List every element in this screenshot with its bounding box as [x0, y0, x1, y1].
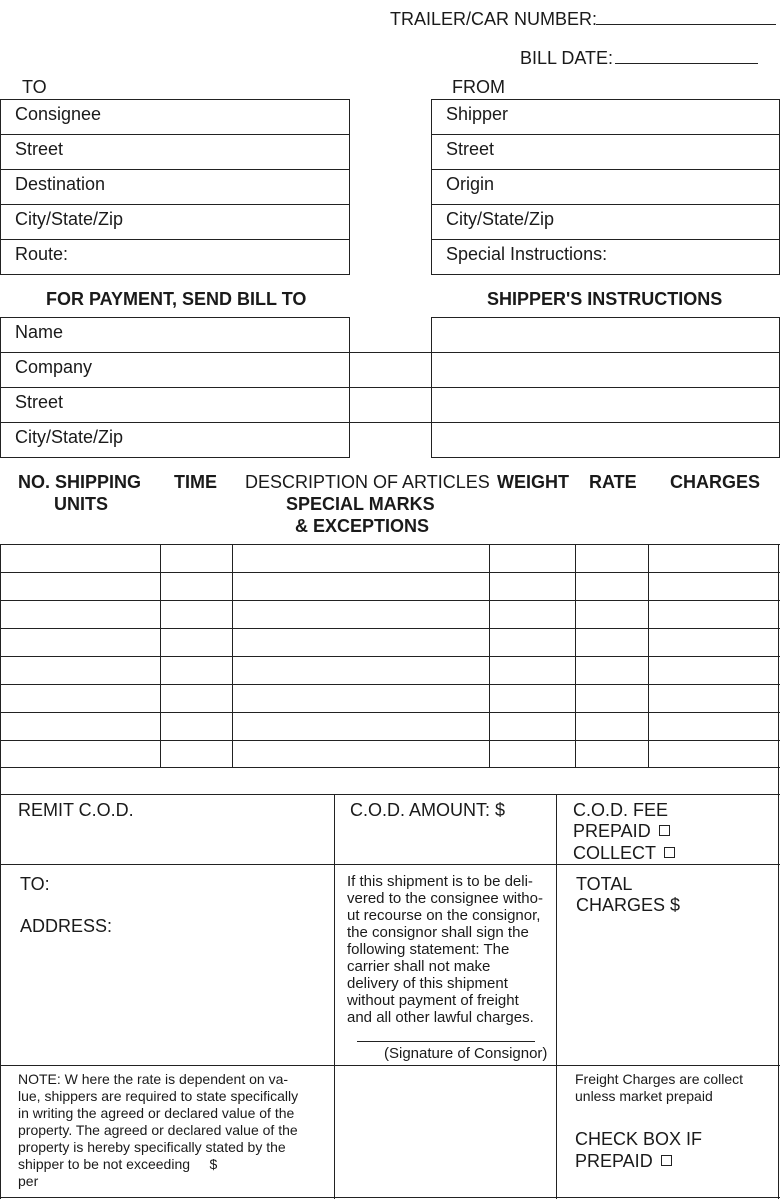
signature-caption: (Signature of Consignor): [384, 1045, 548, 1062]
table-border: [0, 544, 1, 794]
payment-street-field[interactable]: Street: [1, 388, 349, 423]
consignee-field[interactable]: Consignee: [1, 100, 349, 135]
remit-cod-label: REMIT C.O.D.: [18, 800, 134, 820]
table-row[interactable]: [0, 712, 780, 713]
consignor-signature-field[interactable]: [357, 1041, 535, 1042]
cod-to-label: TO:: [20, 874, 50, 894]
cod-divider: [334, 794, 335, 1199]
prepaid-checkbox[interactable]: [659, 825, 670, 836]
to-street-field[interactable]: Street: [1, 135, 349, 170]
col-header-special-marks: SPECIAL MARKS: [286, 494, 435, 514]
consignor-statement: If this shipment is to be deli- vered to the consignee witho- ut recourse on the consignor, the consignor shall sign the following statement: The carrier shall not make delivery of this shipment without payment of freight and all other lawful charges.: [347, 873, 543, 1026]
bill-date-label: BILL DATE:: [520, 48, 614, 68]
col-header-weight: WEIGHT: [497, 472, 569, 492]
table-row[interactable]: [0, 740, 780, 741]
freight-charges-text: Freight Charges are collect: [575, 1071, 744, 1087]
prepaid-option: [573, 820, 670, 842]
connector-line: [350, 352, 431, 353]
col-header-description: DESCRIPTION OF ARTICLES: [245, 472, 490, 492]
payment-heading: FOR PAYMENT, SEND BILL TO: [46, 289, 307, 309]
to-box: [0, 99, 350, 275]
shipper-instructions-heading: SHIPPER'S INSTRUCTIONS: [487, 289, 723, 309]
freight-prepaid-checkbox[interactable]: [661, 1155, 672, 1166]
from-city-state-zip-field[interactable]: City/State/Zip: [432, 205, 779, 240]
table-border: [778, 544, 779, 1199]
cod-top-border: [0, 794, 780, 795]
column-divider: [575, 544, 576, 767]
payment-box: [0, 317, 350, 458]
freight-prepaid-label: PREPAID: [575, 1151, 653, 1171]
table-row[interactable]: [0, 600, 780, 601]
prepaid-label: PREPAID: [573, 821, 651, 841]
note-top-border: [0, 1065, 780, 1066]
col-header-units: UNITS: [54, 494, 108, 514]
shipper-instructions-line-1[interactable]: [432, 318, 779, 353]
total-charges-label: CHARGES $: [576, 895, 681, 915]
name-field[interactable]: Name: [1, 318, 349, 353]
check-box-if-label: CHECK BOX IF: [575, 1129, 703, 1149]
column-divider: [648, 544, 649, 767]
route-field[interactable]: Route:: [15, 244, 69, 264]
column-divider: [232, 544, 233, 767]
collect-label: COLLECT: [573, 843, 657, 863]
collect-checkbox[interactable]: [664, 847, 675, 858]
col-header-exceptions: & EXCEPTIONS: [295, 516, 430, 536]
column-divider: [489, 544, 490, 767]
table-row[interactable]: [0, 628, 780, 629]
trailer-car-number-field[interactable]: [596, 24, 776, 25]
freight-charges-text-2: unless market prepaid: [575, 1088, 713, 1104]
cod-fee-label: C.O.D. FEE: [573, 800, 669, 820]
from-heading: FROM: [452, 77, 505, 97]
company-field[interactable]: Company: [1, 353, 349, 388]
table-row[interactable]: [0, 767, 780, 768]
total-label: TOTAL: [576, 874, 633, 894]
col-header-charges: CHARGES: [670, 472, 761, 492]
shipper-instructions-line-2[interactable]: [432, 353, 779, 388]
from-street-field[interactable]: Street: [432, 135, 779, 170]
collect-option: [573, 842, 675, 864]
column-divider: [160, 544, 161, 767]
table-row[interactable]: [0, 656, 780, 657]
cod-amount-label: C.O.D. AMOUNT: $: [350, 800, 506, 820]
table-row[interactable]: [0, 544, 780, 545]
col-header-rate: RATE: [589, 472, 637, 492]
shipper-field[interactable]: Shipper: [432, 100, 779, 135]
col-header-shipping-units: NO. SHIPPING: [18, 472, 142, 492]
freight-prepaid-option: [575, 1150, 672, 1172]
from-box: [431, 99, 780, 275]
cod-left-border: [0, 794, 1, 1199]
payment-city-state-zip-field[interactable]: City/State/Zip: [15, 427, 124, 447]
bill-date-field[interactable]: [615, 63, 758, 64]
trailer-car-number-label: TRAILER/CAR NUMBER:: [390, 9, 598, 29]
special-instructions-field[interactable]: Special Instructions:: [446, 244, 608, 264]
table-row[interactable]: [0, 572, 780, 573]
cod-mid-border: [0, 864, 780, 865]
shipper-instructions-box: [431, 317, 780, 458]
shipper-instructions-line-3[interactable]: [432, 388, 779, 423]
to-city-state-zip-field[interactable]: City/State/Zip: [1, 205, 349, 240]
to-heading: TO: [22, 77, 47, 97]
origin-field[interactable]: Origin: [432, 170, 779, 205]
col-header-time: TIME: [174, 472, 217, 492]
destination-field[interactable]: Destination: [1, 170, 349, 205]
declared-value-note: NOTE: W here the rate is dependent on va- lue, shippers are required to state specifically in writing the agreed or declared value of the property. The agreed or declared value of the property is hereby specifically stated by the shipper to be not exceeding $ per: [18, 1071, 299, 1189]
shipper-instructions-line-4[interactable]: [432, 423, 779, 457]
table-row[interactable]: [0, 684, 780, 685]
connector-line: [350, 422, 431, 423]
cod-divider: [556, 794, 557, 1199]
form-bottom-border: [0, 1197, 780, 1198]
cod-address-label: ADDRESS:: [20, 916, 113, 936]
connector-line: [350, 387, 431, 388]
